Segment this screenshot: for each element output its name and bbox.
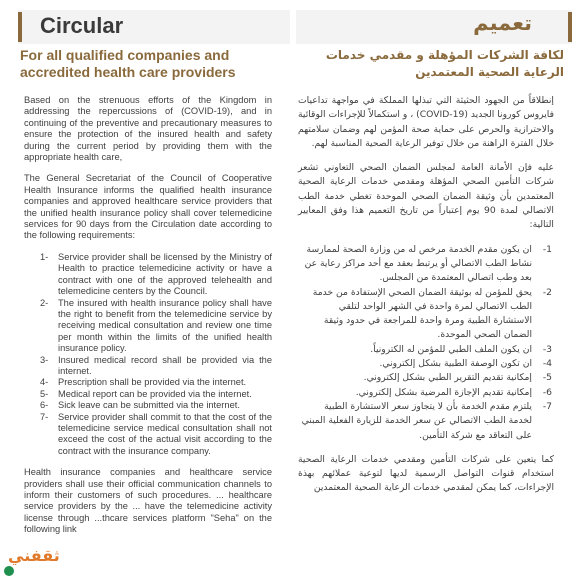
requirement-text: ان يكون الملف الطبي للمؤمن له الكترونياً. xyxy=(370,343,532,355)
english-intro: Based on the strenuous efforts of the Kingdom in addressing the repercussions of (COVID-19), and in continuing of the preventive and precautionary measures to ensure the protection of the insured health and safety during the current period by providing them with the appropriate health care, xyxy=(24,95,272,163)
requirement-number: 7- xyxy=(542,400,552,412)
requirement-item-ar xyxy=(298,400,554,443)
requirement-text: ان تكون الوصفة الطبية بشكل إلكتروني. xyxy=(379,358,532,370)
requirement-item-ar xyxy=(298,371,554,385)
requirement-number: 4- xyxy=(40,377,49,388)
requirement-item-en xyxy=(24,377,272,388)
header-en xyxy=(18,10,290,44)
requirement-item-ar xyxy=(298,386,554,400)
english-column xyxy=(24,95,272,546)
requirement-number: 4- xyxy=(542,358,552,370)
requirement-number: 5- xyxy=(542,372,552,384)
requirement-number: 2- xyxy=(542,286,552,298)
requirement-item-en xyxy=(24,389,272,400)
subtitle-en: For all qualified companies and accredited health care providers xyxy=(20,47,236,80)
arabic-informs: عليه فإن الأمانة العامة لمجلس الضمان الصحي التعاوني تشعر شركات التأمين الصحي المؤهلة ومقدمي خدمات الرعاية الصحية المعتمدين بأن وثيقة الضمان الصحي الموحدة تغطي خدمة الطب الاتصالي لمدة 90 يوم إعتباراً من تاريخ التعميم هذا وفق المعايير التالية: xyxy=(298,162,554,231)
requirement-text: ان يكون مقدم الخدمة مرخص له من وزارة الصحة لممارسة نشاط الطب الاتصالي أو يرتبط بعقد مع أحد مراكز رعاية عن بعد وطب اتصالي المعتمدة من المجلس. xyxy=(304,243,532,284)
requirement-number: 3- xyxy=(542,343,552,355)
arabic-intro: إنطلاقاً من الجهود الحثيثة التي تبذلها المملكة في مواجهة تداعيات فايروس كورونا الجديد (COVID-19) ، و استكمالاً للإجراءات الوقائية والاحترازية والحرص على حماية صحة المؤمن لهم وضمان سلامتهم خلال الفترة الراهنة من خلال توفير الرعاية الصحية المناسبة لهم. xyxy=(298,95,554,149)
watermark-dot-icon xyxy=(2,564,16,578)
header-en-accent-bar xyxy=(18,12,22,42)
requirement-number: 1- xyxy=(40,251,49,262)
requirement-text: Sick leave can be submitted via the internet. xyxy=(58,400,240,411)
english-informs: The General Secretariat of the Council of Cooperative Health Insurance informs the qualified health insurance companies and approved healthcare service providers that the unified health insurance policy shall cover telemedicine services for 90 days from the Circulation date according to the following requirements: xyxy=(24,173,272,241)
requirement-text: إمكانية تقديم التقرير الطبي بشكل إلكتروني. xyxy=(363,372,532,384)
requirement-text: Prescription shall be provided via the internet. xyxy=(58,377,247,388)
watermark-text: ثقفني xyxy=(8,546,60,565)
arabic-closing: كما يتعين على شركات التأمين ومقدمي خدمات الرعاية الصحية استخدام قنوات التواصل الرسمية لديها لتوعية عملائهم بهذة الإجراءات، كما يمكن لمقدمي خدمات الرعاية الصحية المعتمدين xyxy=(298,453,554,494)
requirement-text: يلتزم مقدم الخدمة بأن لا يتجاوز سعر الاستشارة الطبية لخدمة الطب الاتصالي عن سعر الخدمة للزيارة الفعلية المبني على التعاقد مع شركة التأمين. xyxy=(301,400,532,441)
requirement-item-en xyxy=(24,355,272,378)
requirement-number: 6- xyxy=(542,386,552,398)
requirement-number: 6- xyxy=(40,400,49,411)
requirement-text: يحق للمؤمن له بوثيقة الضمان الصحي الإستفادة من خدمة الطب الاتصالي لمرة واحدة في الشهر الواحد لتلقي الاستشارة الطبية ومرة واحدة للمراجعة في حدود وثيقة الضمان الصحي الموحدة. xyxy=(312,286,532,341)
arabic-column xyxy=(298,94,554,506)
requirement-number: 1- xyxy=(542,243,552,255)
requirement-number: 2- xyxy=(40,297,49,308)
requirement-item-en xyxy=(24,400,272,411)
requirement-text: إمكانية تقديم الإجازة المرضية بشكل إلكتروني. xyxy=(355,386,532,398)
english-closing: Health insurance companies and healthcare service providers shall use their official communication channels to inform their customers of such procedures. ... healthcare service providers by the ... have the telemedicine activity license through ...thcare services platform "Seha" on the following link xyxy=(24,467,272,535)
requirement-number: 3- xyxy=(40,354,49,365)
requirement-item-ar xyxy=(298,243,554,286)
requirement-item-ar xyxy=(298,286,554,343)
subtitle-ar: لكافة الشركات المؤهلة و مقدمي خدمات الرعاية الصحية المعتمدين xyxy=(325,48,564,79)
page-title-ar: تعميم xyxy=(473,11,532,35)
requirement-number: 7- xyxy=(40,411,49,422)
requirement-text: Service provider shall commit to that the cost of the telemedicine service medical consultation shall not exceed the cost of the actual visit according to the contract with the insurance company. xyxy=(58,411,272,456)
page-title-en: Circular xyxy=(40,13,124,38)
site-watermark-logo xyxy=(2,540,60,576)
requirement-number: 5- xyxy=(40,388,49,399)
requirement-text: The insured with health insurance policy shall have the right to benefit from the telemedicine service by receiving medical consultation and review one time per month within the limits of the unified health insurance policy. xyxy=(58,297,272,354)
header-ar xyxy=(296,10,572,44)
english-requirements-list xyxy=(24,252,272,457)
requirement-item-ar xyxy=(298,343,554,357)
requirement-item-ar xyxy=(298,357,554,371)
requirement-text: Medical report can be provided via the internet. xyxy=(58,388,252,399)
header-ar-accent-bar xyxy=(568,12,572,42)
requirement-text: Service provider shall be licensed by the Ministry of Health to practice telemedicine activity or have a contract with one of the approved telehealth and telemedicine centers by the Council. xyxy=(58,251,272,297)
requirement-text: Insured medical record shall be provided via the internet. xyxy=(58,354,272,376)
arabic-requirements-list xyxy=(298,243,554,443)
requirement-item-en xyxy=(24,252,272,298)
requirement-item-en xyxy=(24,412,272,458)
requirement-item-en xyxy=(24,298,272,355)
